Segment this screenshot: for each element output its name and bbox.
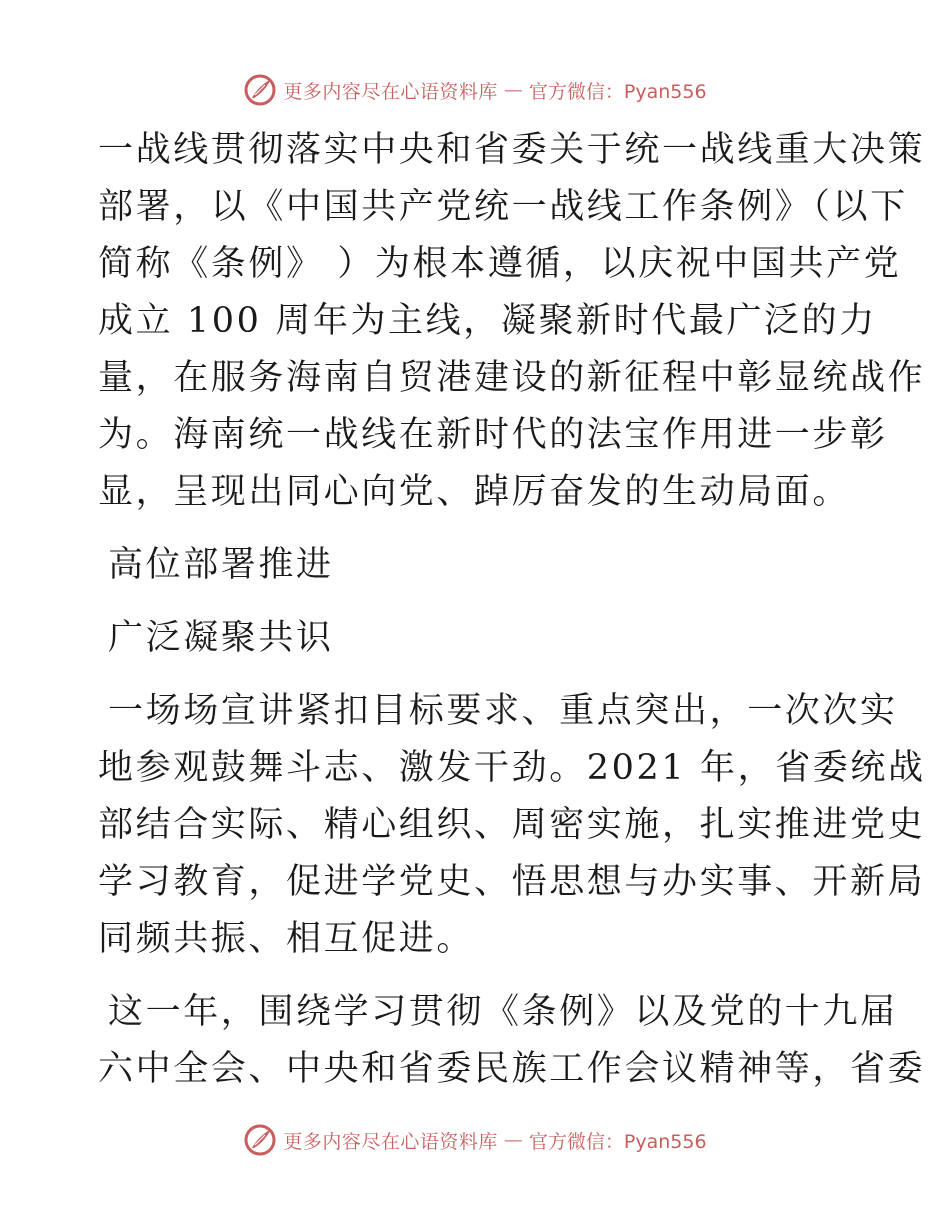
text-line: 简称《条例》 ）为根本遵循，以庆祝中国共产党 — [98, 244, 902, 284]
text-line: 这一年，围绕学习贯彻《条例》以及党的十九届 — [108, 992, 898, 1032]
watermark-site-text: 更多内容尽在心语资料库 — [283, 1130, 498, 1153]
paragraph-intro — [98, 122, 926, 521]
text-line: 一场场宣讲紧扣目标要求、重点突出，一次次实 — [108, 691, 898, 731]
text-line: 部署，以《中国共产党统一战线工作条例》（以下 — [98, 187, 908, 227]
watermark-separator: — — [503, 79, 523, 101]
text-line: 量，在服务海南自贸港建设的新征程中彰显统战作 — [98, 358, 926, 398]
text-line: 同频共振、相互促进。 — [98, 919, 475, 959]
section-heading: 广泛凝聚共识 — [108, 618, 334, 658]
text-line: 六中全会、中央和省委民族工作会议精神等，省委 — [98, 1049, 926, 1089]
paragraph-study — [98, 683, 926, 968]
header-watermark — [0, 70, 950, 110]
watermark-wechat-text: 官方微信：Pyan556 — [528, 80, 707, 103]
watermark-site-text: 更多内容尽在心语资料库 — [283, 80, 498, 103]
feather-logo-icon — [243, 73, 277, 107]
feather-logo-icon — [243, 1123, 277, 1157]
text-line: 显，呈现出同心向党、踔厉奋发的生动局面。 — [98, 472, 851, 512]
footer-watermark — [0, 1120, 950, 1160]
text-line: 一战线贯彻落实中央和省委关于统一战线重大决策 — [98, 130, 926, 170]
document-body — [98, 122, 926, 1098]
watermark-separator: — — [503, 1129, 523, 1151]
text-line: 为。海南统一战线在新时代的法宝作用进一步彰 — [98, 415, 888, 455]
text-line: 部结合实际、精心组织、周密实施，扎实推进党史 — [98, 805, 926, 845]
text-line: 成立 100 周年为主线，凝聚新时代最广泛的力 — [98, 301, 877, 341]
text-line: 学习教育，促进学党史、悟思想与办实事、开新局 — [98, 862, 926, 902]
section-heading: 高位部署推进 — [108, 545, 334, 585]
watermark-wechat-text: 官方微信：Pyan556 — [528, 1130, 707, 1153]
paragraph-year — [98, 984, 926, 1098]
text-line: 地参观鼓舞斗志、激发干劲。2021 年，省委统战 — [98, 748, 926, 788]
